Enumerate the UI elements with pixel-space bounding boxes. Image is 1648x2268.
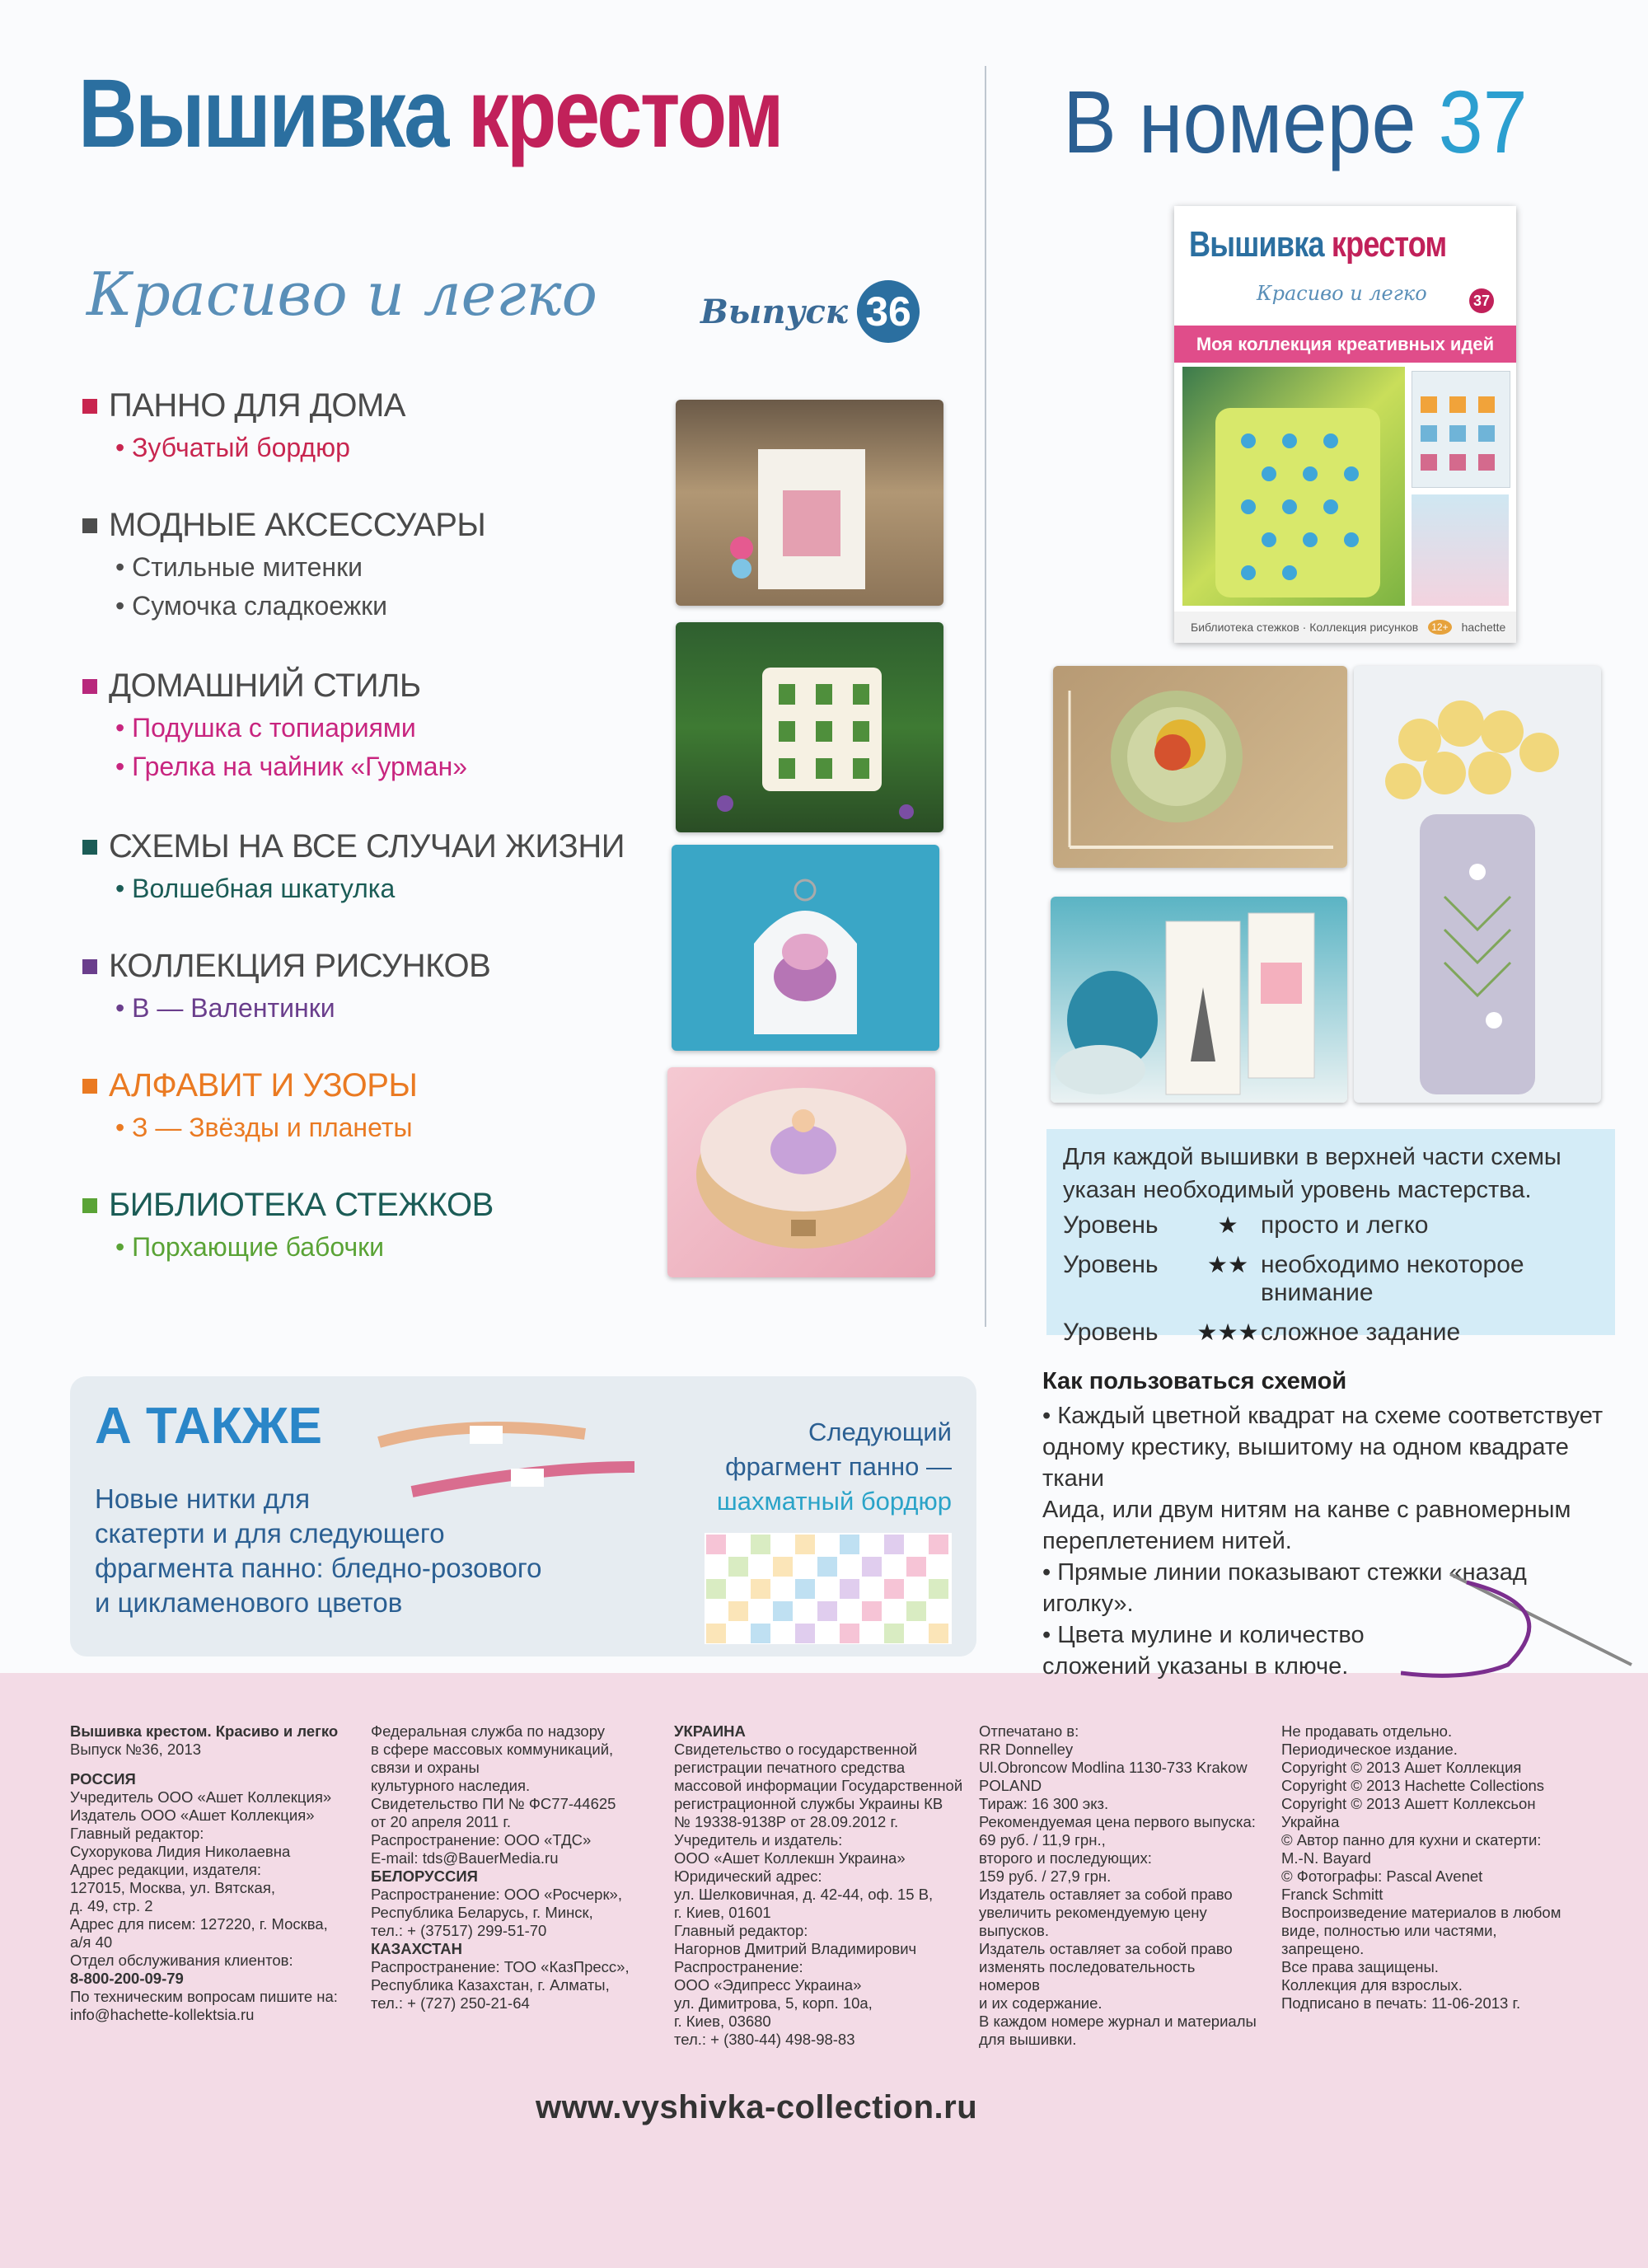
difficulty-levels bbox=[1063, 1211, 1615, 1347]
checker-square bbox=[773, 1557, 793, 1577]
section-bullet bbox=[82, 399, 97, 414]
footer-line: регистрации печатного средства bbox=[674, 1759, 906, 1776]
footer-line: ул. Шелковичная, д. 42-44, оф. 15 В, bbox=[674, 1886, 934, 1903]
next-fragment-line: Следующий bbox=[808, 1418, 952, 1446]
checker-square bbox=[728, 1601, 748, 1621]
section-5 bbox=[82, 1067, 417, 1143]
section-bullet bbox=[82, 1198, 97, 1213]
footer-line: Вышивка крестом. Красиво и легко bbox=[70, 1722, 339, 1740]
section-item: • Подушка с топиариями bbox=[115, 713, 416, 743]
footer-line: виде, полностью или частями, bbox=[1281, 1922, 1497, 1939]
photo-sewing-box bbox=[667, 1067, 935, 1277]
section-item: • Волшебная шкатулка bbox=[115, 874, 396, 903]
footer-line: Copyright © 2013 Hachette Collections bbox=[1281, 1777, 1545, 1794]
checker-square bbox=[817, 1557, 837, 1577]
footer-line: Учредитель и издатель: bbox=[674, 1831, 843, 1849]
photo-tea-cozy bbox=[672, 845, 939, 1051]
footer-line: Издатель оставляет за собой право bbox=[979, 1886, 1233, 1903]
footer-col-2 bbox=[371, 1722, 659, 2013]
footer-line: Подписано в печать: 11-06-2013 г. bbox=[1281, 1994, 1521, 2012]
footer-col-1 bbox=[70, 1722, 358, 2024]
level-desc: необходимо некоторое внимание bbox=[1261, 1251, 1524, 1306]
footer-line: Распространение: ТОО «КазПресс», bbox=[371, 1958, 630, 1975]
footer-line: РОССИЯ bbox=[70, 1770, 136, 1788]
checker-square bbox=[884, 1624, 904, 1643]
checker-square bbox=[906, 1557, 926, 1577]
cover-number-badge bbox=[1469, 288, 1494, 313]
footer-line: Сухорукова Лидия Николаевна bbox=[70, 1843, 291, 1860]
section-title: БИБЛИОТЕКА СТЕЖКОВ bbox=[109, 1187, 494, 1223]
section-bullet bbox=[82, 679, 97, 694]
footer-line bbox=[70, 1759, 358, 1770]
footer-line: Республика Казахстан, г. Алматы, bbox=[371, 1976, 610, 1994]
footer-line: ООО «Эдипресс Украина» bbox=[674, 1976, 862, 1994]
howto-line: • Цвета мулине и количество bbox=[1042, 1622, 1365, 1648]
footer-line: Распространение: ООО «Росчерк», bbox=[371, 1886, 622, 1903]
howto-line: одному крестику, вышитому на одном квадрате ткани bbox=[1042, 1434, 1569, 1492]
section-2 bbox=[82, 668, 467, 782]
footer-line: Адрес для писем: 127220, г. Москва, bbox=[70, 1915, 328, 1933]
footer-line: Республика Беларусь, г. Минск, bbox=[371, 1904, 593, 1921]
footer-line: Все права защищены. bbox=[1281, 1958, 1439, 1975]
howto-line: • Каждый цветной квадрат на схеме соответствует bbox=[1042, 1403, 1604, 1429]
footer-line: и их содержание. bbox=[979, 1994, 1103, 2012]
checker-square bbox=[706, 1624, 726, 1643]
footer-line: Главный редактор: bbox=[70, 1825, 204, 1842]
footer-line: массовой информации Государственной bbox=[674, 1777, 963, 1794]
footer-line: а/я 40 bbox=[70, 1933, 113, 1951]
footer-line: ООО «Ашет Коллекшн Украина» bbox=[674, 1849, 906, 1867]
checker-square bbox=[728, 1557, 748, 1577]
section-item: • З — Звёзды и планеты bbox=[115, 1113, 413, 1142]
footer-line: Распространение: ООО «ТДС» bbox=[371, 1831, 592, 1849]
in-issue-label: В номере bbox=[1063, 72, 1416, 171]
footer-line: Отпечатано в: bbox=[979, 1722, 1079, 1740]
info-intro: Для каждой вышивки в верхней части схемы указан необходимый уровень мастерства. bbox=[1063, 1144, 1561, 1203]
cover-banner-text: Моя коллекция креативных идей bbox=[1196, 333, 1495, 354]
next-fragment-line: фрагмент панно — bbox=[725, 1452, 952, 1481]
footer-line: 159 руб. / 27,9 грн. bbox=[979, 1867, 1112, 1885]
footer-line: тел.: + (727) 250-21-64 bbox=[371, 1994, 530, 2012]
checker-square bbox=[751, 1535, 770, 1554]
footer-line: в сфере массовых коммуникаций, bbox=[371, 1741, 614, 1758]
footer-line: УКРАИНА bbox=[674, 1722, 746, 1740]
checker-square bbox=[929, 1535, 948, 1554]
section-title: ДОМАШНИЙ СТИЛЬ bbox=[109, 668, 421, 704]
footer-line: info@hachette-kollektsia.ru bbox=[70, 2006, 255, 2023]
footer-line: увеличить рекомендуемую цену bbox=[979, 1904, 1207, 1921]
footer-line: изменять последовательность номеров bbox=[979, 1958, 1196, 1994]
also-line: скатерти и для следующего bbox=[95, 1518, 445, 1549]
next-issue-cover bbox=[1174, 206, 1516, 643]
footer-line: Отдел обслуживания клиентов: bbox=[70, 1952, 293, 1969]
section-item: • Грелка на чайник «Гурман» bbox=[115, 752, 468, 781]
photo-placemat bbox=[1053, 666, 1347, 868]
footer-line: Издатель ООО «Ашет Коллекция» bbox=[70, 1806, 315, 1824]
magazine-title bbox=[78, 58, 782, 170]
level-desc: сложное задание bbox=[1261, 1319, 1461, 1346]
also-line: Новые нитки для bbox=[95, 1483, 311, 1514]
cover-title-part2: крестом bbox=[1331, 224, 1447, 265]
checker-square bbox=[706, 1535, 726, 1554]
footer-col-4 bbox=[979, 1722, 1259, 2049]
footer-line: тел.: + (37517) 299-51-70 bbox=[371, 1922, 547, 1939]
section-item: • Зубчатый бордюр bbox=[115, 433, 350, 462]
footer-col-3 bbox=[674, 1722, 987, 2049]
checker-square bbox=[840, 1535, 859, 1554]
footer-line: № 19338-9138Р от 28.09.2012 г. bbox=[674, 1813, 899, 1830]
section-item: • Сумочка сладкоежки bbox=[115, 591, 388, 621]
checker-square bbox=[840, 1624, 859, 1643]
checker-square bbox=[795, 1624, 815, 1643]
footer-line: Свидетельство о государственной bbox=[674, 1741, 918, 1758]
footer-line: г. Киев, 03680 bbox=[674, 2013, 771, 2030]
checkered-border-sample bbox=[705, 1533, 952, 1644]
cover-tagline: Красиво и легко bbox=[1257, 282, 1427, 305]
website-url[interactable]: www.vyshivka-collection.ru bbox=[536, 2089, 978, 2125]
footer-line: запрещено. bbox=[1281, 1940, 1365, 1957]
footer-line: выпусков. bbox=[979, 1922, 1049, 1939]
cover-cushion-illustration bbox=[1182, 367, 1405, 606]
howto-line: сложений указаны в ключе. bbox=[1042, 1653, 1349, 1680]
section-bullet bbox=[82, 959, 97, 974]
footer-line: г. Киев, 01601 bbox=[674, 1904, 771, 1921]
footer-line: Ul.Obroncow Modlina 1130-733 Krakow bbox=[979, 1759, 1248, 1776]
footer-line: Юридический адрес: bbox=[674, 1867, 822, 1885]
footer-line: 127015, Москва, ул. Вятская, bbox=[70, 1879, 275, 1896]
column-divider bbox=[985, 66, 986, 1327]
footer-line: д. 49, стр. 2 bbox=[70, 1897, 153, 1914]
footer-line: тел.: + (380-44) 498-98-83 bbox=[674, 2031, 855, 2048]
footer-line: Franck Schmitt bbox=[1281, 1886, 1383, 1903]
footer-line: от 20 апреля 2011 г. bbox=[371, 1813, 511, 1830]
section-title: АЛФАВИТ И УЗОРЫ bbox=[109, 1067, 418, 1104]
section-title: СХЕМЫ НА ВСЕ СЛУЧАИ ЖИЗНИ bbox=[109, 828, 625, 865]
checker-square bbox=[906, 1601, 926, 1621]
level-stars: ★ bbox=[1217, 1212, 1238, 1238]
level-stars: ★★★ bbox=[1196, 1319, 1259, 1345]
needle-thread-decoration bbox=[1401, 1558, 1640, 1681]
footer-line: Copyright © 2013 Ашетт Коллексьон bbox=[1281, 1795, 1536, 1812]
howto-line: переплетением нитей. bbox=[1042, 1528, 1292, 1554]
photo-pillow bbox=[676, 622, 943, 832]
section-0 bbox=[82, 387, 405, 463]
footer-col-5 bbox=[1281, 1722, 1578, 2013]
difficulty-info-box bbox=[1046, 1129, 1615, 1346]
footer-line: Учредитель ООО «Ашет Коллекция» bbox=[70, 1788, 332, 1806]
footer-line: В каждом номере журнал и материалы bbox=[979, 2013, 1257, 2030]
section-title: ПАННО ДЛЯ ДОМА bbox=[109, 387, 405, 424]
section-bullet bbox=[82, 840, 97, 855]
cover-strip-text: Библиотека стежков · Коллекция рисунков bbox=[1191, 621, 1419, 634]
footer-line: регистрационной службы Украины КВ bbox=[674, 1795, 943, 1812]
footer-line: Copyright © 2013 Ашет Коллекция bbox=[1281, 1759, 1522, 1776]
cover-age-badge: 12+ bbox=[1428, 620, 1451, 635]
section-item: • Стильные митенки bbox=[115, 552, 363, 582]
checker-square bbox=[795, 1535, 815, 1554]
howto-title: Как пользоваться схемой bbox=[1042, 1368, 1347, 1394]
footer-line: © Автор панно для кухни и скатерти: bbox=[1281, 1831, 1542, 1849]
level-label: Уровень bbox=[1063, 1319, 1159, 1346]
footer-line: БЕЛОРУССИЯ bbox=[371, 1867, 478, 1885]
also-box bbox=[70, 1376, 976, 1656]
footer-line: Издатель оставляет за собой право bbox=[979, 1940, 1233, 1957]
section-1 bbox=[82, 507, 485, 621]
footer-line: Не продавать отдельно. bbox=[1281, 1722, 1453, 1740]
footer-line: второго и последующих: bbox=[979, 1849, 1152, 1867]
cover-main-photo bbox=[1182, 367, 1405, 606]
footer-line: Тираж: 16 300 экз. bbox=[979, 1795, 1109, 1812]
issue-number: 36 bbox=[865, 288, 911, 335]
section-bullet bbox=[82, 1079, 97, 1094]
footer-line: Адрес редакции, издателя: bbox=[70, 1861, 261, 1878]
section-3 bbox=[82, 828, 625, 904]
level-label: Уровень bbox=[1063, 1211, 1159, 1239]
howto-line: Аида, или двум нитям на канве с равномерным bbox=[1042, 1497, 1571, 1523]
footer-line: Нагорнов Дмитрий Владимирович bbox=[674, 1940, 917, 1957]
cover-side-photo-1 bbox=[1412, 371, 1510, 488]
section-item: • Порхающие бабочки bbox=[115, 1232, 385, 1262]
checker-square bbox=[862, 1601, 882, 1621]
checker-square bbox=[929, 1579, 948, 1599]
section-title: КОЛЛЕКЦИЯ РИСУНКОВ bbox=[109, 948, 491, 984]
howto-line: • Прямые линии показывают стежки «назад иголку». bbox=[1042, 1559, 1527, 1617]
title-part1: Вышивка bbox=[78, 59, 447, 168]
level-stars: ★★ bbox=[1206, 1252, 1249, 1277]
section-bullet bbox=[82, 518, 97, 533]
footer-line: Федеральная служба по надзору bbox=[371, 1722, 606, 1740]
footer-line: связи и охраны bbox=[371, 1759, 480, 1776]
footer-line: ул. Димитрова, 5, корп. 10а, bbox=[674, 1994, 873, 2012]
photo-vase bbox=[1354, 666, 1601, 1103]
level-label: Уровень bbox=[1063, 1251, 1159, 1278]
issue-number-badge bbox=[857, 280, 920, 343]
footer-line: Коллекция для взрослых. bbox=[1281, 1976, 1463, 1994]
title-part2: крестом bbox=[467, 59, 783, 168]
level-desc: просто и легко bbox=[1261, 1211, 1429, 1239]
checker-square bbox=[817, 1601, 837, 1621]
checker-square bbox=[751, 1624, 770, 1643]
footer-line: Главный редактор: bbox=[674, 1922, 808, 1939]
checker-square bbox=[773, 1601, 793, 1621]
checker-square bbox=[706, 1579, 726, 1599]
also-title: А ТАКЖЕ bbox=[95, 1398, 322, 1455]
in-issue-heading bbox=[1063, 70, 1528, 173]
photo-tote-bag bbox=[676, 400, 943, 606]
checker-square bbox=[884, 1579, 904, 1599]
footer-line: По техническим вопросам пишите на: bbox=[70, 1988, 338, 2005]
footer-line: POLAND bbox=[979, 1777, 1042, 1794]
section-4 bbox=[82, 948, 490, 1024]
also-line: и цикламенового цветов bbox=[95, 1587, 403, 1618]
footer-line: Периодическое издание. bbox=[1281, 1741, 1458, 1758]
cover-bottom-strip bbox=[1174, 612, 1516, 643]
checker-square bbox=[840, 1579, 859, 1599]
footer-line: E-mail: tds@BauerMedia.ru bbox=[371, 1849, 559, 1867]
checker-square bbox=[795, 1579, 815, 1599]
footer-line: Выпуск №36, 2013 bbox=[70, 1741, 202, 1758]
also-line: фрагмента панно: бледно-розового bbox=[95, 1553, 542, 1583]
section-item: • В — Валентинки bbox=[115, 993, 335, 1023]
photo-tags bbox=[1051, 897, 1347, 1103]
cover-title-part1: Вышивка bbox=[1189, 224, 1324, 265]
footer-line: КАЗАХСТАН bbox=[371, 1940, 462, 1957]
footer-line: Воспроизведение материалов в любом bbox=[1281, 1904, 1561, 1921]
cover-publisher: hachette bbox=[1461, 621, 1506, 634]
footer-line: RR Donnelley bbox=[979, 1741, 1074, 1758]
footer-line: Распространение: bbox=[674, 1958, 803, 1975]
footer-line: для вышивки. bbox=[979, 2031, 1077, 2048]
section-6 bbox=[82, 1187, 494, 1263]
thread-skeins bbox=[371, 1409, 742, 1516]
in-issue-number: 37 bbox=[1438, 72, 1528, 171]
cover-banner bbox=[1174, 326, 1516, 363]
cover-number: 37 bbox=[1472, 292, 1491, 309]
footer-line: Свидетельство ПИ № ФС77-44625 bbox=[371, 1795, 616, 1812]
footer-line: культурного наследия. bbox=[371, 1777, 531, 1794]
footer-line: 8-800-200-09-79 bbox=[70, 1970, 184, 1987]
footer-line: 69 руб. / 11,9 грн., bbox=[979, 1831, 1106, 1849]
checker-square bbox=[884, 1535, 904, 1554]
section-title: МОДНЫЕ АКСЕССУАРЫ bbox=[109, 507, 486, 543]
issue-label: Выпуск bbox=[700, 293, 848, 331]
footer-line: © Фотографы: Pascal Avenet bbox=[1281, 1867, 1483, 1885]
footer-line: Украйна bbox=[1281, 1813, 1340, 1830]
next-fragment-link: шахматный бордюр bbox=[716, 1487, 952, 1516]
checker-square bbox=[862, 1557, 882, 1577]
footer-line: Рекомендуемая цена первого выпуска: bbox=[979, 1813, 1256, 1830]
checker-square bbox=[929, 1624, 948, 1643]
footer-line: M.-N. Bayard bbox=[1281, 1849, 1371, 1867]
cover-side-photo-2 bbox=[1412, 494, 1509, 606]
checker-square bbox=[751, 1579, 770, 1599]
tagline: Красиво и легко bbox=[87, 260, 598, 329]
